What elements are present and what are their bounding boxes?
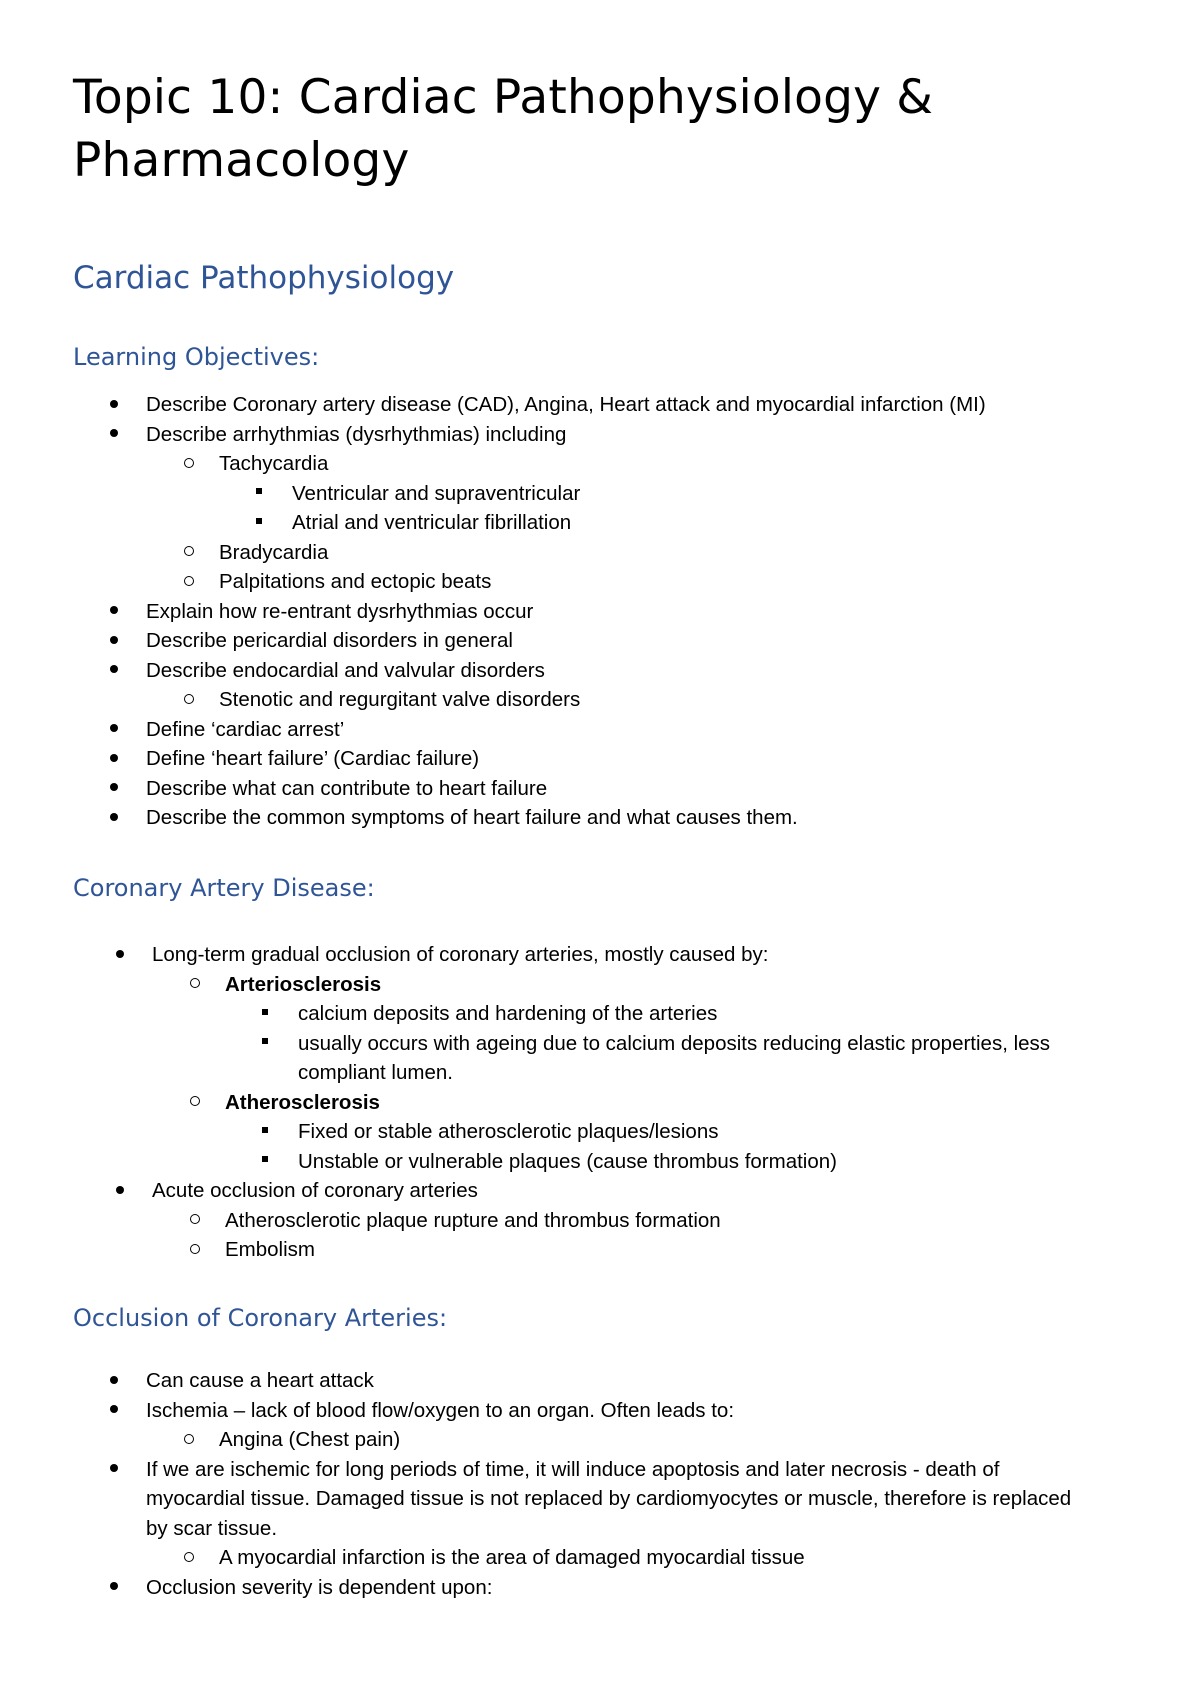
list-item: Define ‘heart failure’ (Cardiac failure) [0, 744, 1200, 774]
bullet-circle-icon [185, 1235, 205, 1265]
list-item: Long-term gradual occlusion of coronary arteries, mostly caused by: [0, 940, 1200, 970]
page-title: Topic 10: Cardiac Pathophysiology & Pharmacology [73, 70, 934, 188]
coronary-artery-disease-list [0, 940, 1200, 1265]
learning-objectives-heading: Learning Objectives: [73, 343, 320, 371]
bullet-circle-icon [179, 449, 199, 479]
bullet-dot-icon [104, 1396, 124, 1426]
list-item: Tachycardia [0, 449, 1200, 479]
bullet-circle-icon [179, 1425, 199, 1455]
list-item: Fixed or stable atherosclerotic plaques/lesions [0, 1117, 1200, 1147]
list-item: Atherosclerosis [0, 1088, 1200, 1118]
coronary-artery-disease-heading: Coronary Artery Disease: [73, 874, 375, 902]
bullet-dot-icon [104, 803, 124, 833]
list-item: Describe Coronary artery disease (CAD), Angina, Heart attack and myocardial infarction (MI) [0, 390, 1200, 420]
bullet-circle-icon [179, 685, 199, 715]
list-item: Ischemia – lack of blood flow/oxygen to an organ. Often leads to: [0, 1396, 1200, 1426]
list-item: usually occurs with ageing due to calcium deposits reducing elastic properties, less compliant lumen. [0, 1029, 1200, 1088]
bullet-dot-icon [104, 420, 124, 450]
bullet-dot-icon [104, 656, 124, 686]
list-item: Can cause a heart attack [0, 1366, 1200, 1396]
list-item: Atherosclerotic plaque rupture and thrombus formation [0, 1206, 1200, 1236]
list-item: A myocardial infarction is the area of damaged myocardial tissue [0, 1543, 1200, 1573]
list-item: Describe endocardial and valvular disorders [0, 656, 1200, 686]
occlusion-heading: Occlusion of Coronary Arteries: [73, 1304, 448, 1332]
bullet-dot-icon [104, 626, 124, 656]
section-heading: Cardiac Pathophysiology [73, 260, 455, 296]
list-item: Atrial and ventricular fibrillation [0, 508, 1200, 538]
list-item: Describe arrhythmias (dysrhythmias) including [0, 420, 1200, 450]
bullet-circle-icon [179, 538, 199, 568]
bullet-circle-icon [185, 1088, 205, 1118]
bullet-dot-icon [104, 1366, 124, 1396]
list-item: Explain how re-entrant dysrhythmias occur [0, 597, 1200, 627]
list-item: Angina (Chest pain) [0, 1425, 1200, 1455]
list-item: Palpitations and ectopic beats [0, 567, 1200, 597]
bullet-dot-icon [104, 1573, 124, 1603]
bullet-dot-icon [110, 940, 130, 970]
bullet-square-icon [255, 1029, 275, 1059]
list-item: Describe pericardial disorders in general [0, 626, 1200, 656]
bullet-square-icon [255, 1147, 275, 1177]
list-item: Stenotic and regurgitant valve disorders [0, 685, 1200, 715]
bullet-dot-icon [104, 744, 124, 774]
bullet-circle-icon [179, 567, 199, 597]
bullet-square-icon [255, 1117, 275, 1147]
bullet-square-icon [249, 508, 269, 538]
list-item: If we are ischemic for long periods of time, it will induce apoptosis and later necrosis - death of myocardial tissue. Damaged tissue is not replaced by cardiomyocytes or muscle, therefore is replaced by scar tissue. [0, 1455, 1200, 1544]
bullet-dot-icon [104, 774, 124, 804]
list-item: Embolism [0, 1235, 1200, 1265]
list-item: Arteriosclerosis [0, 970, 1200, 1000]
list-item: calcium deposits and hardening of the arteries [0, 999, 1200, 1029]
list-item: Describe what can contribute to heart failure [0, 774, 1200, 804]
list-item: Describe the common symptoms of heart failure and what causes them. [0, 803, 1200, 833]
bullet-dot-icon [104, 390, 124, 420]
bullet-circle-icon [185, 1206, 205, 1236]
list-item: Bradycardia [0, 538, 1200, 568]
list-item: Ventricular and supraventricular [0, 479, 1200, 509]
list-item: Occlusion severity is dependent upon: [0, 1573, 1200, 1603]
bullet-circle-icon [179, 1543, 199, 1573]
bullet-dot-icon [104, 597, 124, 627]
list-item: Define ‘cardiac arrest’ [0, 715, 1200, 745]
bullet-square-icon [255, 999, 275, 1029]
list-item: Acute occlusion of coronary arteries [0, 1176, 1200, 1206]
bullet-dot-icon [110, 1176, 130, 1206]
list-item: Unstable or vulnerable plaques (cause thrombus formation) [0, 1147, 1200, 1177]
bullet-circle-icon [185, 970, 205, 1000]
occlusion-list [0, 1366, 1200, 1602]
bullet-square-icon [249, 479, 269, 509]
bullet-dot-icon [104, 715, 124, 745]
bullet-dot-icon [104, 1455, 124, 1485]
learning-objectives-list [0, 390, 1200, 833]
